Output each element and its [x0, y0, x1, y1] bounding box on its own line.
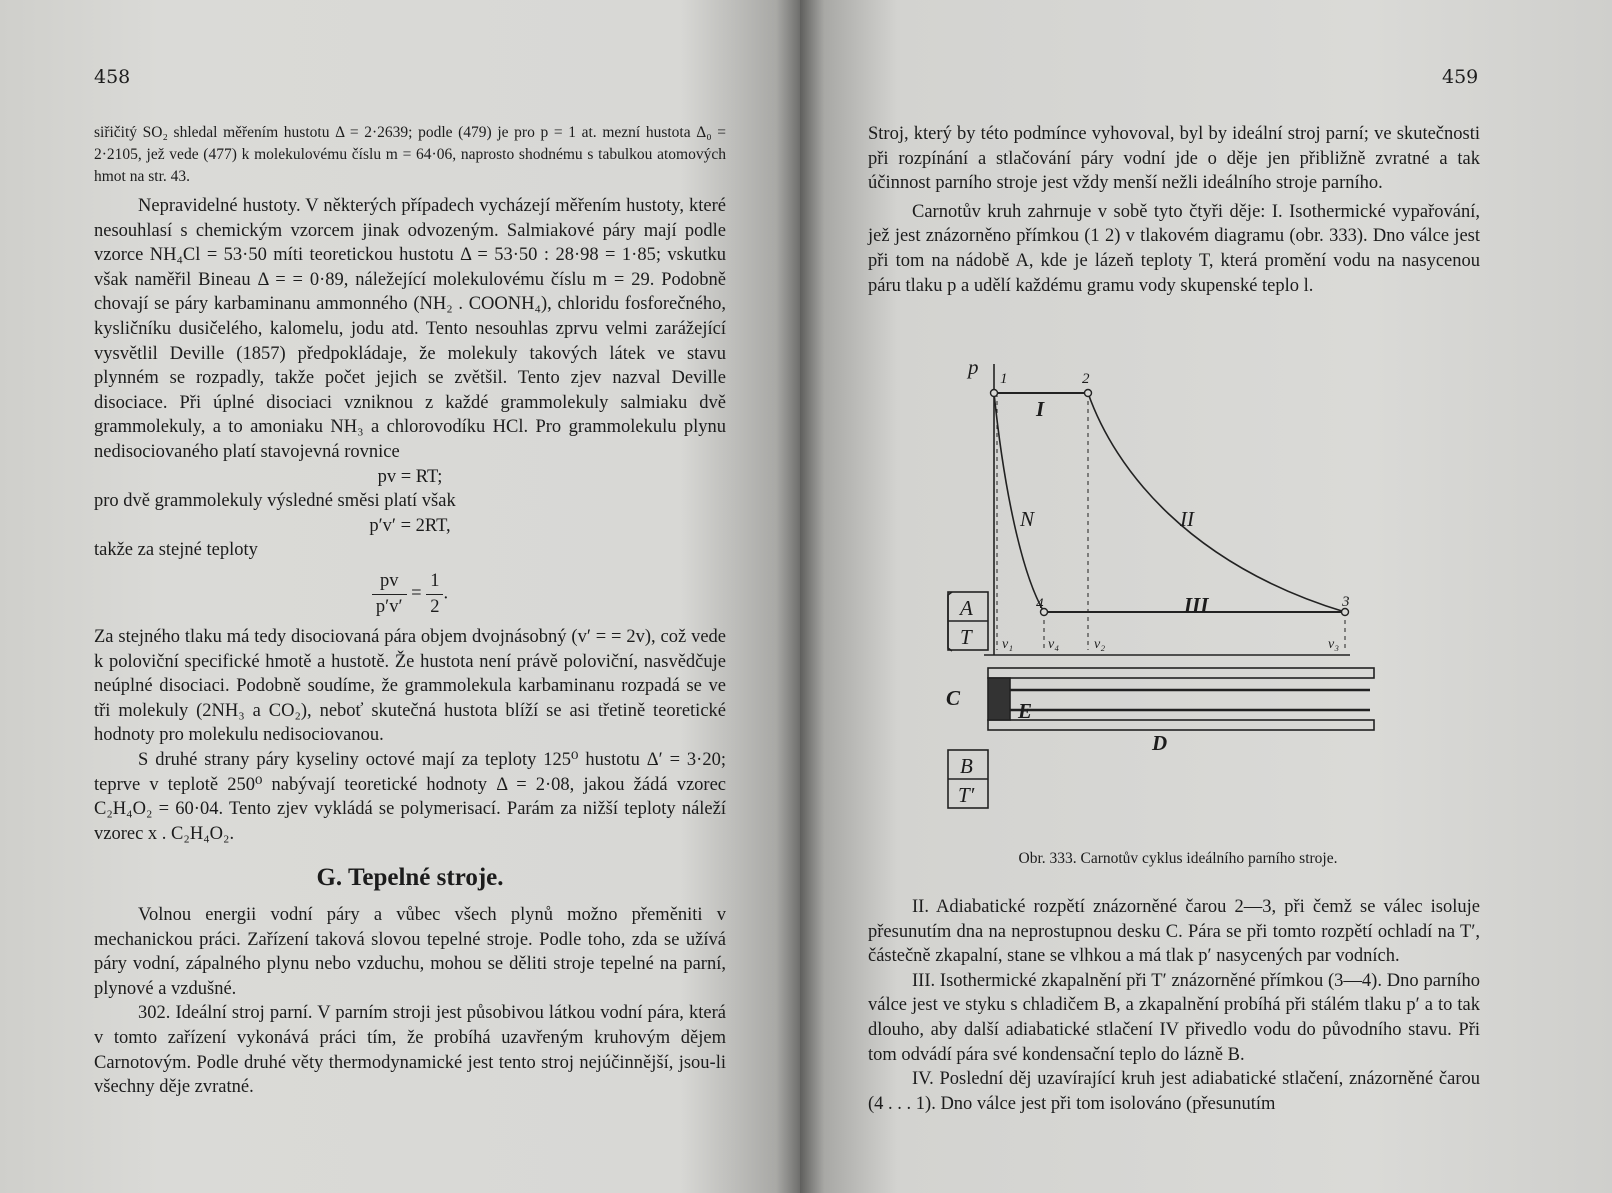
label-v3: v₃ [1328, 637, 1340, 652]
paragraph: takže za stejné teploty [94, 540, 258, 561]
fraction: $\frac{1}{2}$ [426, 569, 443, 619]
label-2: 2 [1082, 371, 1090, 387]
label-4: 4 [1036, 596, 1044, 612]
page-number: 458 [94, 66, 131, 88]
label-C: C [946, 686, 961, 710]
fraction: $\frac{pv}{p'v'}$ [372, 569, 407, 619]
label-1: 1 [1000, 371, 1008, 387]
label-v1: v₁ [1002, 637, 1014, 652]
label-N: N [1020, 507, 1035, 531]
right-text-top [868, 122, 1480, 298]
paragraph: siřičitý SO₂ shledal měřením hustotu Δ = 2·2639; podle (479) je pro p = 1 at. mezní hustota Δ₀ = 2·2105, jež vede (477) k molekulovému číslu m = 64·06, naprosto shodnému s tabulkou atomových hmot na str. 43. [94, 124, 726, 185]
right-text-bottom [868, 895, 1480, 1116]
carnot-figure [940, 350, 1390, 830]
label-II: II [1180, 507, 1194, 531]
paragraph: S druhé strany páry kyseliny octové mají za teploty 125⁰ hustotu Δ′ = 3·20; teprve v teplotě 250⁰ nabývají teoretické hodnoty Δ = 2·08, jakou žádá vzorec C₂H₄O₂ = 60·04. Tento zjev vykládá se polymerisací. Parám za nižší teploty náleží vzorec x . C₂H₄O₂. [94, 750, 726, 844]
label-III: III [1184, 593, 1209, 617]
paragraph: Stroj, který by této podmínce vyhovoval, byl by ideální stroj parní; ve skutečnosti při rozpínání a stlačování páry vodní jde o děje jen přibližně zvratné a tak účinnost parního stroje jest vždy menší nežli ideálního stroje parního. [868, 124, 1480, 194]
state-point-1 [991, 390, 998, 397]
adiabat-IV [994, 393, 1044, 612]
right-page [800, 0, 1612, 1193]
figure-caption: Obr. 333. Carnotův cyklus ideálního parního stroje. [1018, 850, 1338, 867]
equation: p′v′ = 2RT, [369, 515, 451, 536]
paragraph: III. Isothermické zkapalnění při T′ znázorněné přímkou (3—4). Dno parního válce jest ve styku s chladičem B, a zkapalnění probíhá při stálém tlaku p′ a to tak dlouho, aby další adiabatické stlačení IV přivedlo vodu do původního stavu. Při tom odvádí pára své kondensační teplo do lázně B. [868, 970, 1480, 1065]
label-T-prime: T′ [958, 783, 975, 807]
plate-top [988, 668, 1374, 678]
label-3: 3 [1342, 594, 1350, 610]
label-T: T [960, 625, 972, 649]
paragraph: pro dvě grammolekuly výsledné směsi platí však [94, 491, 456, 512]
paragraph: Nepravidelné hustoty. V některých případech vycházejí měřením hustoty, které nesouhlasí s chemickým vzorcem jinak odvozeným. Salmiakové páry mají podle vzorce NH₄Cl = 53·50 míti teoretickou hustotu Δ = 53·50 : 28·98 = 1·85; vskutku však naměřil Bineau Δ = = 0·89, náležející molekulovému číslu m = 29. Podobně chovají se páry karbaminanu ammonného (NH₂ . COONH₄), chloridu fosforečného, kysličníku dusičelého, kalomelu, jodu atd. Tento nesouhlas zprvu velmi zarážející vysvětlil Deville (1857) předpokládaje, že molekuly takových látek ve stavu plynném se rozpadly, takže počet jejich se zvětšil. Tento zjev nazval Deville disociace. Při úplné disociaci vzniknou z každé grammolekuly salmiaku dvě grammolekuly, a to amoniaku NH₃ a chlorovodíku HCl. Pro grammolekulu plynu nedisociovaného platí stavojevná rovnice [94, 196, 726, 462]
label-p: p [968, 355, 979, 379]
paragraph: 302. Ideální stroj parní. V parním stroji jest působivou látkou vodní pára, která v tomto zařízení vykonává práci tím, že probíhá uzavřeným kruhovým dějem Carnotovým. Podle druhé věty thermodynamické jest tento stroj nejúčinnější, jsou-li všechny děje zvratné. [94, 1003, 726, 1098]
label-E: E [1018, 699, 1033, 723]
state-point-2 [1085, 390, 1092, 397]
label-I: I [1036, 397, 1045, 421]
paragraph: Za stejného tlaku má tedy disociovaná pára objem dvojnásobný (v′ = = 2v), což vede k poloviční specifické hmotě a hustotě. Že hustota není právě poloviční, nasvědčuje neúplné disociaci. Podobně soudíme, že grammolekula karbaminanu rozpadá se ve tři molekuly (2NH₃ a CO₂), neboť skutečná hustota blíží se asi třetině teoretické hodnoty pro molekulu nedisociovanou. [94, 627, 726, 746]
paragraph: IV. Poslední děj uzavírající kruh jest adiabatické stlačení, znázorněné čarou (4 . . . 1). Dno válce jest při tom isolováno (přesunutím [868, 1069, 1480, 1114]
paragraph: Volnou energii vodní páry a vůbec všech plynů možno přeměniti v mechanickou práci. Zařízení taková slovou tepelné stroje. Podle toho, zda se užívá páry vodní, zápalného plynu nebo vzduchu, mohou se děliti stroje tepelné na parní, plynové a vzdušné. [94, 905, 726, 999]
label-A: A [960, 596, 973, 620]
equation-fraction: $\frac{pv}{p'v'}$ = $\frac{1}{2}$ . [94, 569, 726, 619]
section-heading: G. Tepelné stroje. [316, 864, 504, 892]
label-B: B [960, 754, 973, 778]
label-v4: v₄ [1048, 637, 1060, 652]
paragraph: II. Adiabatické rozpětí znázorněné čarou 2—3, při čemž se válec isoluje přesunutím dna na neprostupnou desku C. Pára se při tomto rozpětí ochladí na T′, částečně zkapalní, stane se vlhkou a má tlak p′ nasycených par vodních. [868, 897, 1480, 967]
plate-bottom [988, 720, 1374, 730]
cylinder-bottom-C [988, 678, 1010, 720]
left-page [0, 0, 800, 1193]
label-v2: v₂ [1094, 637, 1106, 652]
left-text-column [94, 122, 726, 1100]
label-D: D [1152, 731, 1168, 755]
page-number: 459 [1442, 66, 1479, 88]
paragraph: Carnotův kruh zahrnuje v sobě tyto čtyři děje: I. Isothermické vypařování, jež jest znázorněno přímkou (1 2) v tlakovém diagramu (obr. 333). Dno válce jest při tom na nádobě A, kde je lázeň teploty T, která promění vodu na nasycenou páru tlaku p a udělí každému gramu vody skupenské teplo l. [868, 201, 1480, 296]
equation: pv = RT; [377, 466, 443, 487]
adiabat-II [1088, 393, 1345, 612]
